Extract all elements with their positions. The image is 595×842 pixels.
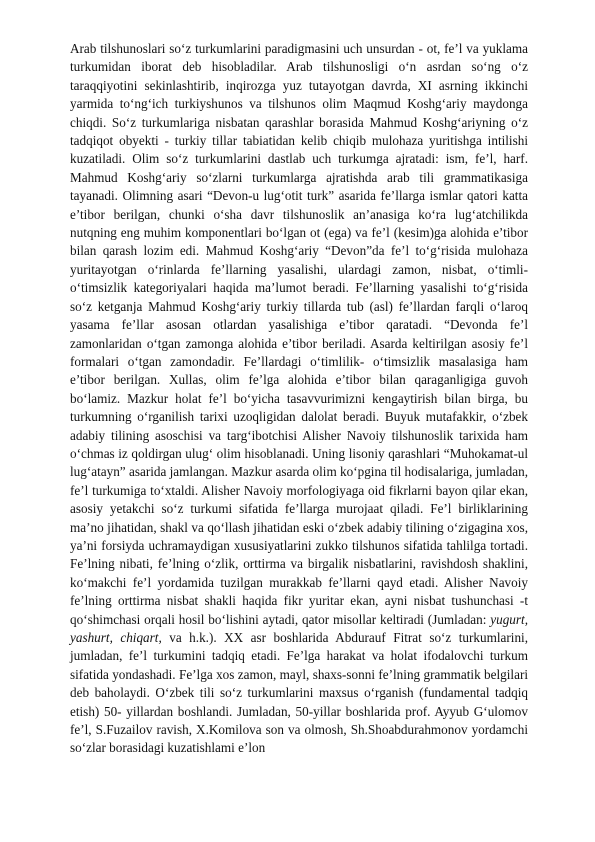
body-text-continued: va h.k.). XX asr boshlarida Abdurauf Fitrat so‘z turkumlarini, jumladan, fe’l turkumini tadqiq etadi. Fe’lga harakat va holat ifodalovchi turkum sifatida yondashadi. Fe’lga xos zamon, mayl, shaxs-sonni fe’lning grammatik belgilari deb baholaydi. O‘zbek tili so‘z turkumlarini maxsus o‘rganish (fundamental tadqiq etish) 50- yillardan boshlandi. Jumladan, 50-yillar boshlarida prof. Ayyub G‘ulomov fe’l, S.Fuzailov ravish, X.Komilova son va olmosh, Sh.Shoabdurahmonov yordamchi so‘zlar borasidagi kuzatishlami e’lon: [70, 630, 528, 756]
example-words: yugurt, yashurt, chiqart,: [70, 611, 528, 645]
document-page: [70, 40, 528, 758]
body-paragraph: [70, 40, 528, 758]
body-text: Arab tilshunoslari so‘z turkumlarini paradigmasini uch unsurdan - ot, fe’l va yuklama turkumidan iborat deb hisobladilar. Arab tilshunosligi o‘n asrdan so‘ng o‘z taraqqiyotini sekinlashtirib, inqirozga yuz tutayotgan davrda, XI asrning ikkinchi yarmida to‘ng‘ich turkiyshunos va tilshunos olim Maqmud Koshg‘ariy maydonga chiqdi. So‘z turkumlariga nisbatan qarashlar borasida Mahmud Koshg‘ariyning o‘z tadqiqot obyekti - turkiy tillar tabiatidan kelib chiqib mulohaza yuritishga intilishi kuzatiladi. Olim so‘z turkumlarini dastlab uch turkumga ajratadi: ism, fe’l, harf. Mahmud Koshg‘ariy so‘zlarni turkumlarga ajratishda arab tili grammatikasiga tayanadi. Olimning asari “Devon-u lug‘otit turk” asarida fe’llarga ismlar qatori katta e’tibor berilgan, chunki o‘sha davr tilshunoslik an’anasiga ko‘ra lug‘atchilikda nutqning eng muhim komponentlari bo‘lgan ot (ega) va fe’l (kesim)ga alohida e’tibor bilan qarash lozim edi. Mahmud Koshg‘ariy “Devon”da fe’l to‘g‘risida mulohaza yuritayotgan o‘rinlarda fe’llarning yasalishi, ulardagi zamon, nisbat, o‘timli-o‘timsizlik kategoriyalari haqida ma’lumot beradi. Fe’llarning yasalishi to‘g‘risida so‘z ketganja Mahmud Koshg‘ariy turkiy tillarda tub (asl) fe’llardan farqli o‘laroq yasama fe’llar asosan otlardan yasalishiga e’tibor qaratadi. “Devonda fe’l zamonlaridan o‘tgan zamonga alohida e’tibor beriladi. Asarda keltirilgan asosiy fe’l formalari o‘tgan zamondadir. Fe’llardagi o‘timlilik- o‘timsizlik masalasiga ham e’tibor berilgan. Xullas, olim fe’lga alohida e’tibor bilan qaraganligiga guvoh bo‘lamiz. Mazkur holat fe’l bo‘yicha tasavvurimizni kengaytirish bilan birga, bu turkumning o‘rganilish tarixi uzoqligidan dalolat beradi. Buyuk mutafakkir, o‘zbek adabiy tilining asoschisi va targ‘ibotchisi Alisher Navoiy tilshunoslik tarixida ham o‘chmas iz qoldirgan ulug‘ olim hisoblanadi. Uning lisoniy qarashlari “Muhokamat-ul lug‘atayn” asarida jamlangan. Mazkur asarda olim ko‘pgina til hodisalariga, jumladan, fe’l turkumiga to‘xtaldi. Alisher Navoiy morfologiyaga oid fikrlarni bayon qilar ekan, asosiy yetakchi so‘z turkumi sifatida fe’llarga murojaat qiladi. Fe’l birliklarining ma’no jihatidan, shakl va qo‘llash jihatidan eski o‘zbek adabiy tilining o‘zigagina xos, ya’ni forsiyda uchramaydigan xususiyatlarini zukko tilshunos sifatida tahlilga tortadi. Fe’lning nibati, fe’lning o‘zlik, orttirma va birgalik nisbatlarini, ravishdosh shaklini, ko‘makchi fe’l yordamida tuzilgan murakkab fe’llarni qayd etadi. Alisher Navoiy fe’lning orttirma nisbat shakli haqida fikr yuritar ekan, ayni nisbat tushunchasi -t qo‘shimchasi orqali hosil bo‘lishini aytadi, qator misollar keltiradi (Jumladan:: [70, 41, 528, 627]
